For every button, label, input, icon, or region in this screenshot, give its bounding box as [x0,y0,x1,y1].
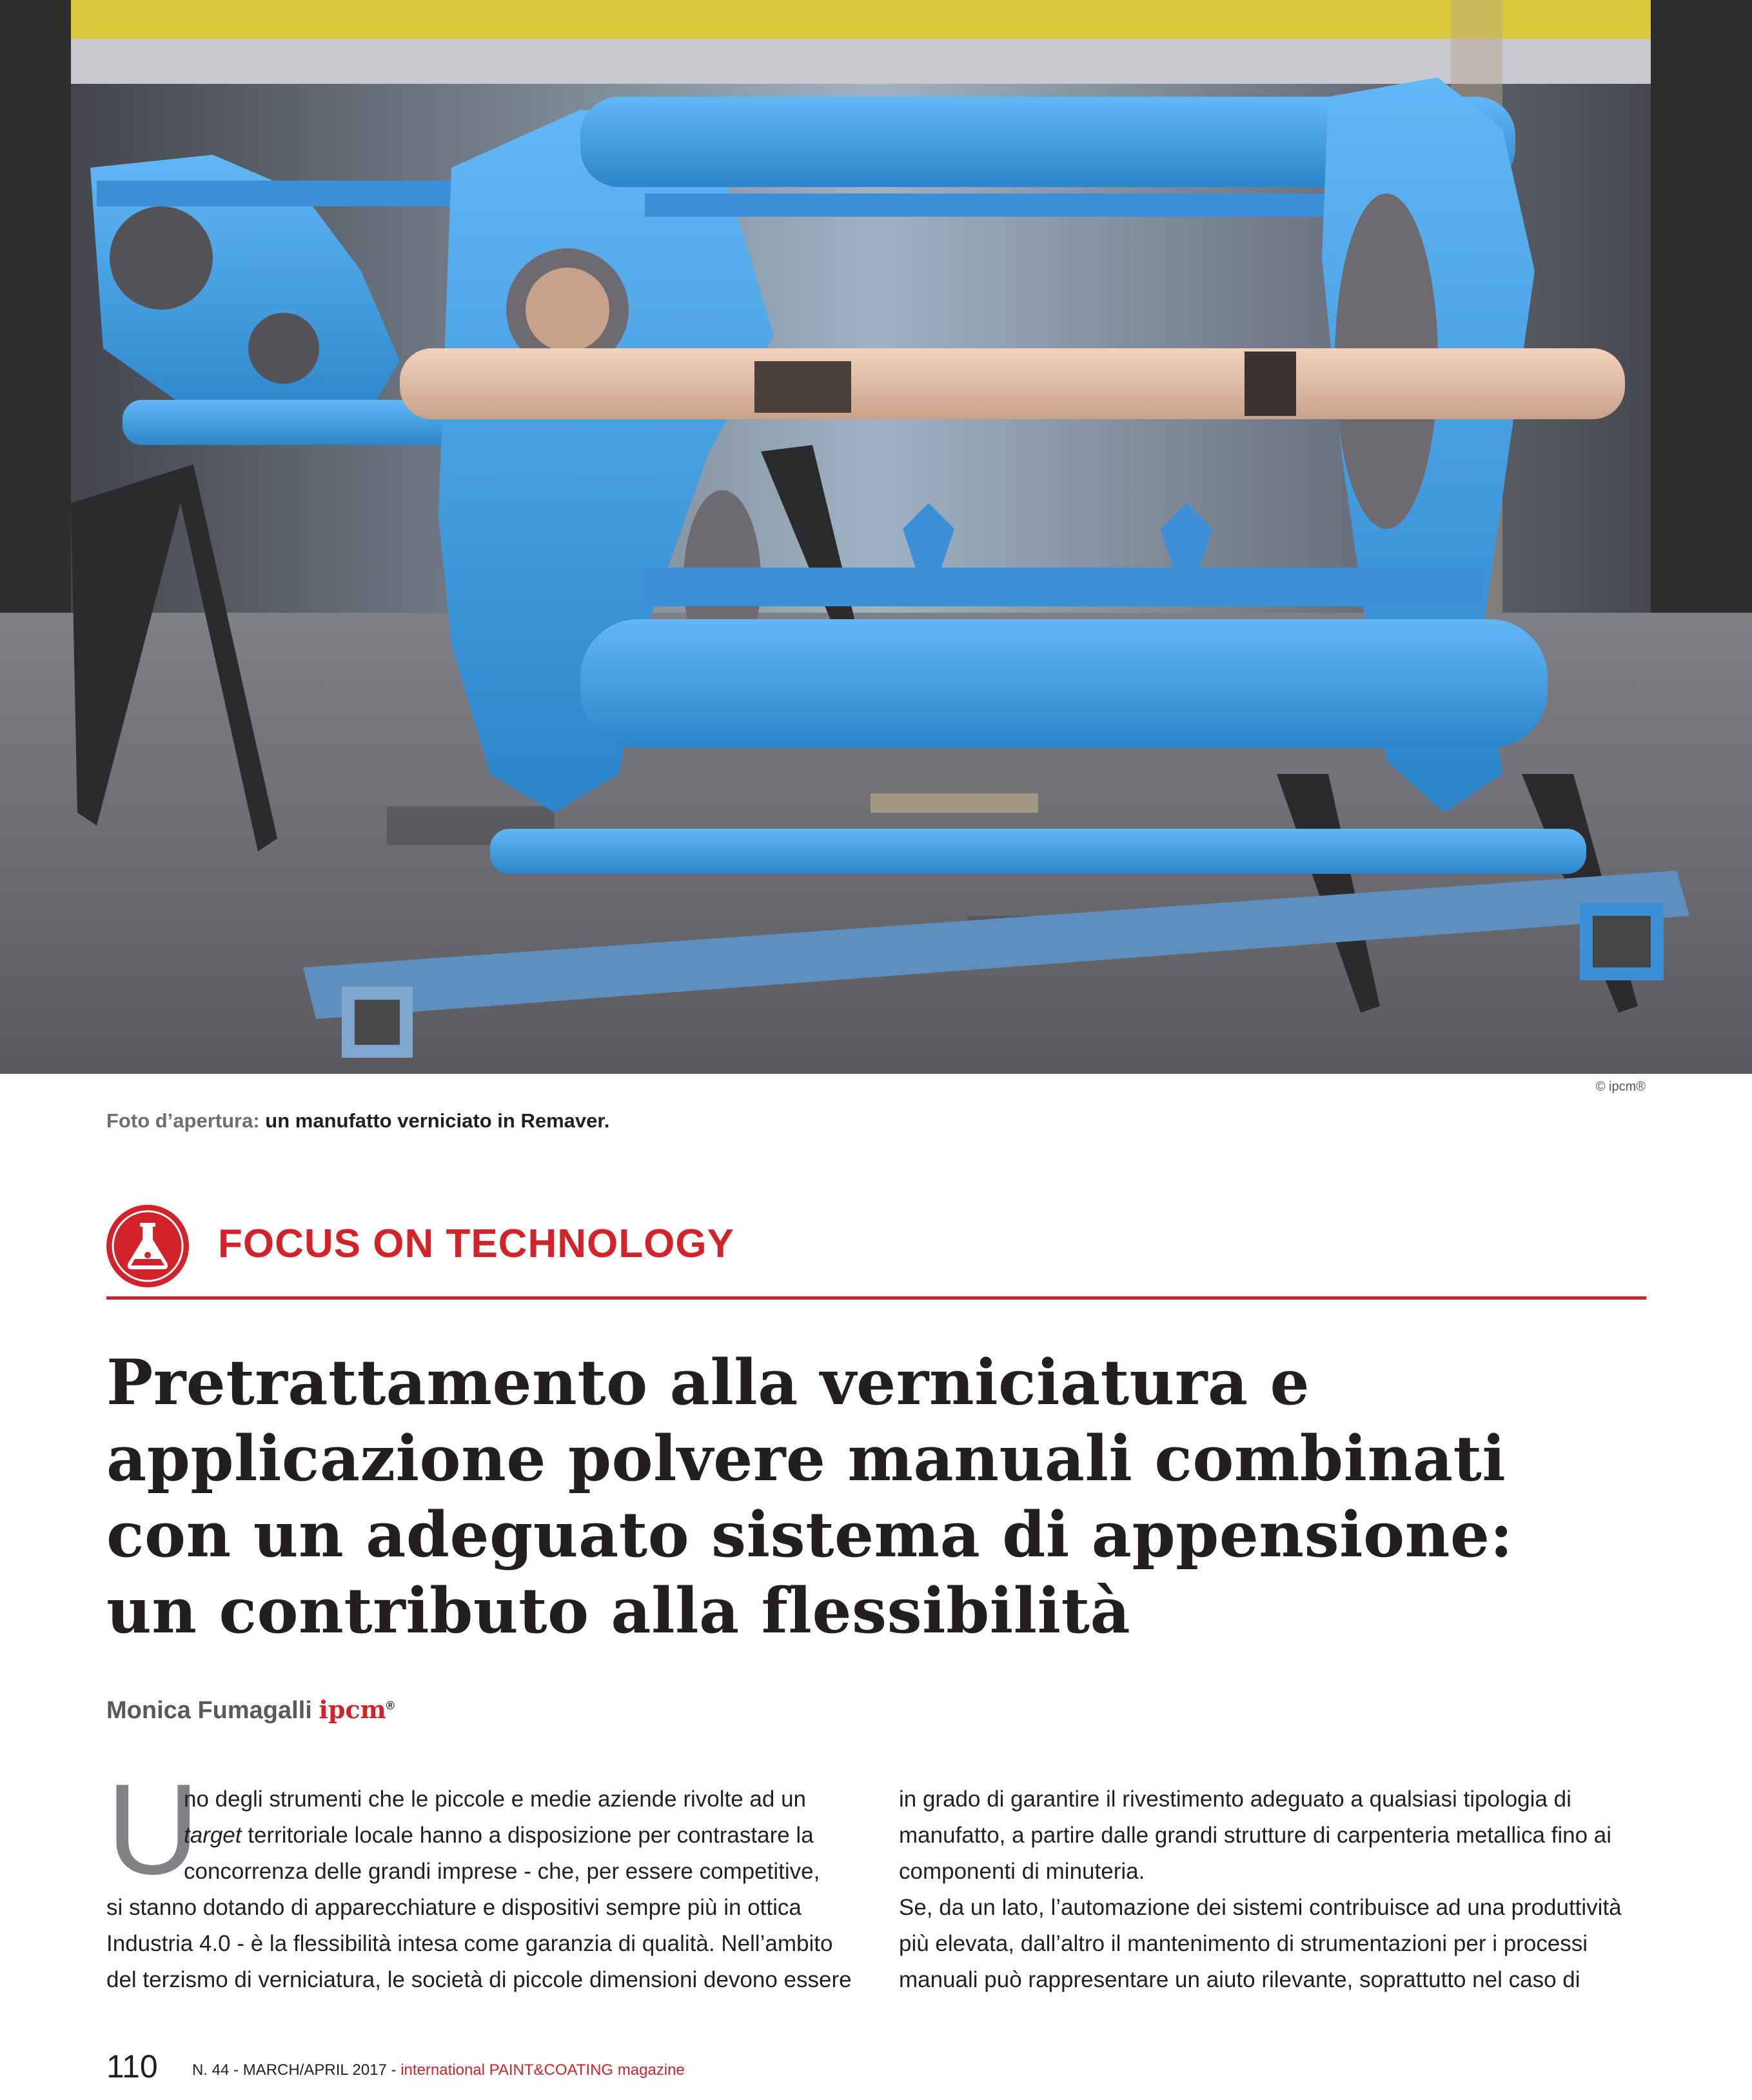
body-column-left [106,1781,852,1998]
photo-caption [106,1109,609,1133]
body-column-right [899,1781,1647,1998]
body-line: più elevata, dall’altro il mantenimento di strumentazioni per i processi [899,1931,1588,1956]
body-line: si stanno dotando di apparecchiature e dispositivi sempre più in ottica [106,1895,802,1920]
magazine-name: international PAINT&COATING magazine [400,2061,685,2079]
body-line [106,1818,848,1854]
section-title: FOCUS ON TECHNOLOGY [218,1222,734,1266]
byline [106,1695,395,1725]
photo-copyright: © ipcm® [1595,1080,1646,1094]
body-line: del terzismo di verniciatura, le società di piccole dimensioni devono essere [106,1967,852,1992]
body-line: in grado di garantire il rivestimento adeguato a qualsiasi tipologia di [899,1787,1571,1812]
body-line: manuali può rappresentare un aiuto rilevante, soprattutto nel caso di [899,1967,1580,1992]
caption-label: Foto d’apertura: [106,1109,260,1132]
headline-line-1: Pretrattamento alla verniciatura e [106,1346,1310,1419]
flask-icon [105,1204,190,1289]
page-number: 110 [106,2048,158,2085]
body-line-rest: territoriale locale hanno a disposizione per contrastare la [241,1823,814,1848]
headline-line-3: con un adeguato sistema di appensione: [106,1498,1513,1571]
body-line: concorrenza delle grandi imprese - che, per essere competitive, [184,1859,820,1884]
registered-mark: ® [386,1699,395,1712]
body-line: Industria 4.0 - è la flessibilità intesa come garanzia di qualità. Nell’ambito [106,1931,833,1956]
body-line: manufatto, a partire dalle grandi strutture di carpenteria metallica fino ai [899,1823,1612,1848]
body-line: componenti di minuteria. [899,1859,1145,1884]
author-name: Monica Fumagalli [106,1697,312,1724]
italic-term: target [184,1823,242,1848]
brand-name: ipcm [319,1695,386,1724]
caption-text: un manufatto verniciato in Remaver. [265,1109,610,1132]
headline-line-2: applicazione polvere manuali combinati [106,1422,1506,1495]
body-line: Se, da un lato, l’automazione dei sistemi contribuisce ad una produttività [899,1895,1622,1920]
headline-line-4: un contributo alla flessibilità [106,1574,1131,1647]
section-divider [106,1296,1646,1300]
issue-footer [192,2061,685,2079]
body-line: no degli strumenti che le piccole e medie aziende rivolte ad un [184,1787,807,1812]
article-headline [106,1345,1654,1649]
issue-info: N. 44 - MARCH/APRIL 2017 - [192,2061,401,2079]
drop-cap: U [106,1758,200,1901]
